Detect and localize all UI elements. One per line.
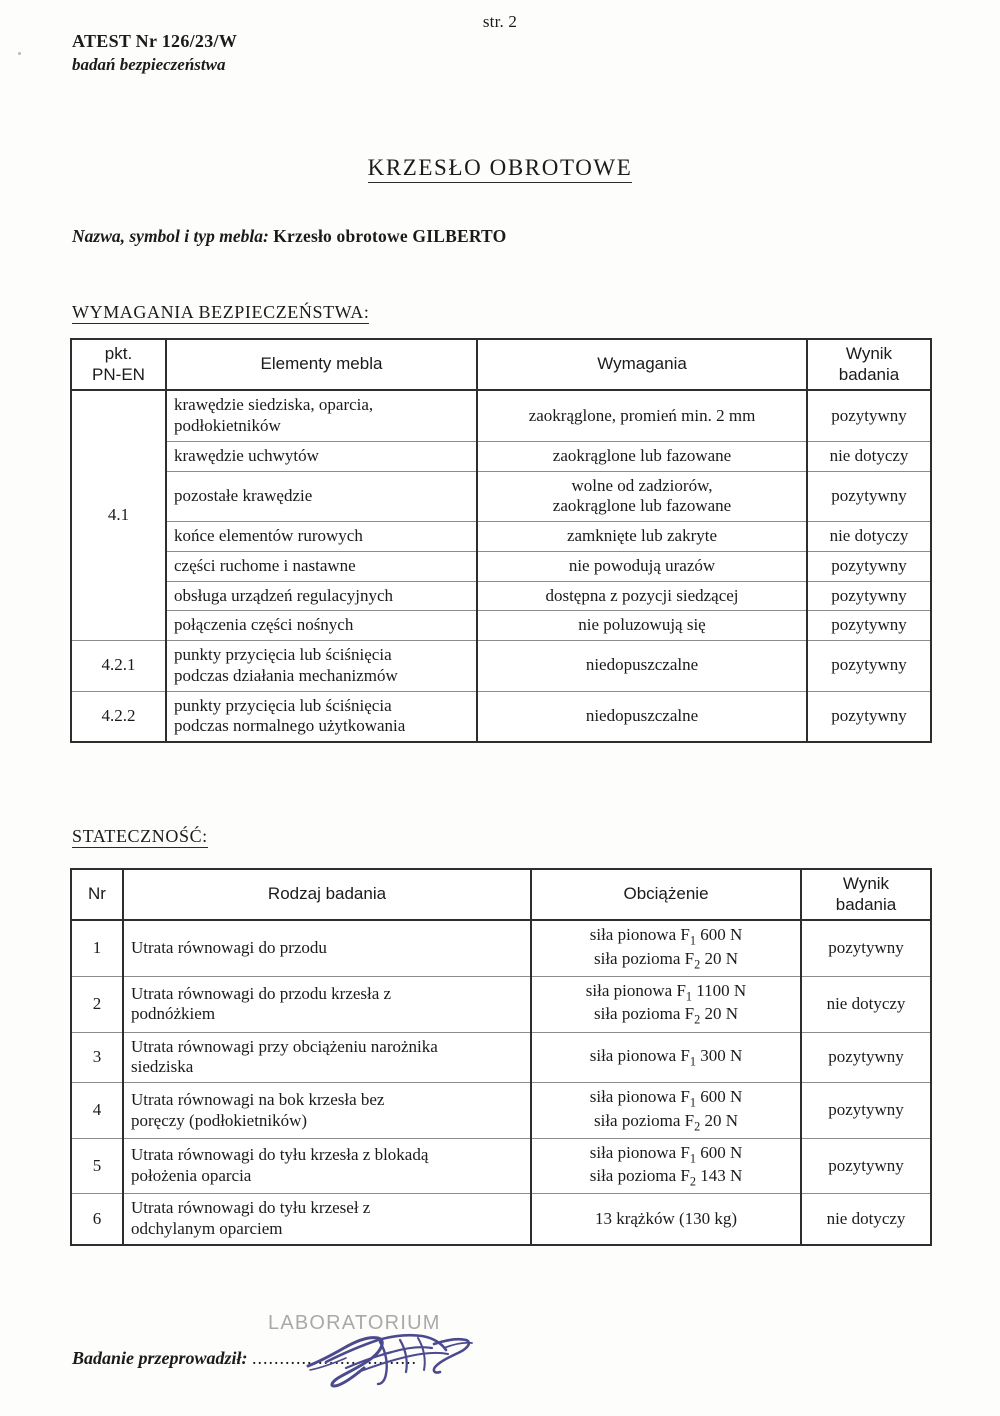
table-row — [71, 977, 931, 1033]
cell-load-line2: siła pozioma $F_2$ 20 N — [593, 1004, 738, 1027]
cell-result: pozytywny — [801, 920, 931, 976]
table-row — [71, 1032, 931, 1082]
cell-load-line2: siła pozioma $F_2$ 20 N — [593, 1110, 738, 1133]
cell-requirement-line2: zaokrąglone lub fazowane — [552, 496, 732, 516]
scan-artifact-dot — [18, 52, 21, 55]
cell-element-line2: podczas działania mechanizmów — [174, 665, 398, 685]
document-header — [72, 30, 237, 76]
column-header-requirements: Wymagania — [477, 339, 807, 390]
cell-result: pozytywny — [807, 691, 931, 742]
page-title-text: KRZESŁO OBROTOWE — [368, 155, 633, 183]
section-title-safety-requirements — [72, 302, 369, 323]
cell-test-type: Utrata równowagi do przodu — [123, 920, 531, 976]
cell-load: 13 krążków (130 kg) — [531, 1194, 801, 1245]
cell-load — [531, 1083, 801, 1139]
cell-requirement: zaokrąglone, promień min. 2 mm — [477, 390, 807, 441]
cell-nr: 6 — [71, 1194, 123, 1245]
certificate-number: ATEST Nr 126/23/W — [72, 31, 238, 51]
cell-test-type-line1: Utrata równowagi do przodu krzesła z — [131, 983, 392, 1003]
table-row — [71, 522, 931, 552]
cell-requirement: niedopuszczalne — [477, 691, 807, 742]
signature-dots: .............................. — [252, 1348, 418, 1368]
table-row — [71, 390, 931, 441]
page-number: str. 2 — [482, 12, 518, 31]
cell-requirement: nie poluzowują się — [477, 611, 807, 641]
safety-requirements-table — [70, 338, 932, 743]
cell-element: krawędzie siedziska, oparcia, podłokietników — [166, 390, 477, 441]
furniture-name-label: Nazwa, symbol i typ mebla: — [72, 226, 269, 246]
cell-element: krawędzie uchwytów — [166, 441, 477, 471]
section-title-stability-text: STATECZNOŚĆ: — [72, 826, 208, 846]
cell-element: pozostałe krawędzie — [166, 471, 477, 521]
table-row — [71, 581, 931, 611]
cell-load-line1: siła pionowa $F_1$ 600 N — [589, 1142, 743, 1166]
cell-requirement: nie powodują urazów — [477, 551, 807, 581]
column-header-result-line2: badania — [835, 894, 897, 914]
column-header-pkt-line1: pkt. — [104, 344, 133, 363]
table-header-row — [71, 339, 931, 390]
cell-pkt: 4.1 — [71, 390, 166, 640]
cell-test-type — [123, 1032, 531, 1082]
table-row — [71, 691, 931, 742]
cell-result: pozytywny — [807, 471, 931, 521]
cell-test-type-line1: Utrata równowagi do tyłu krzesła z blokadą — [131, 1145, 429, 1165]
cell-test-type-line2: odchylanym oparciem — [131, 1219, 283, 1239]
cell-load-line1: siła pionowa $F_1$ 1100 N — [585, 981, 747, 1004]
cell-test-type-line1: Utrata równowagi przy obciążeniu narożnika — [131, 1036, 438, 1056]
cell-element — [166, 691, 477, 742]
table-row — [71, 1194, 931, 1245]
cell-element — [166, 641, 477, 691]
cell-load — [531, 920, 801, 976]
table-row — [71, 551, 931, 581]
cell-test-type — [123, 1194, 531, 1245]
cell-element-line1: punkty przycięcia lub ściśnięcia — [174, 695, 392, 715]
cell-test-type-line1: Utrata równowagi na bok krzesła bez — [131, 1089, 385, 1109]
cell-load — [531, 1032, 801, 1082]
cell-result: pozytywny — [807, 581, 931, 611]
cell-load-line1: siła pionowa $F_1$ 600 N — [589, 925, 743, 948]
cell-nr: 1 — [71, 920, 123, 976]
stability-table — [70, 868, 932, 1246]
table-row — [71, 611, 931, 641]
cell-result: pozytywny — [807, 551, 931, 581]
column-header-result — [807, 339, 931, 390]
column-header-result — [801, 869, 931, 920]
cell-result: pozytywny — [807, 611, 931, 641]
cell-test-type-line2: siedziska — [131, 1057, 194, 1077]
cell-element: części ruchome i nastawne — [166, 551, 477, 581]
cell-test-type — [123, 1138, 531, 1194]
cell-requirement: zaokrąglone lub fazowane — [477, 441, 807, 471]
column-header-nr: Nr — [71, 869, 123, 920]
cell-result: nie dotyczy — [801, 1194, 931, 1245]
table-row — [71, 1083, 931, 1139]
cell-requirement: zamknięte lub zakryte — [477, 522, 807, 552]
cell-result: pozytywny — [801, 1138, 931, 1194]
column-header-pkt-line2: PN-EN — [92, 364, 145, 384]
cell-element-line1: punkty przycięcia lub ściśnięcia — [174, 645, 392, 665]
cell-nr: 5 — [71, 1138, 123, 1194]
cell-test-type-line2: podnóżkiem — [131, 1004, 216, 1024]
cell-element-line2: podczas normalnego użytkowania — [174, 716, 406, 736]
table-row — [71, 920, 931, 976]
column-header-elements: Elementy mebla — [166, 339, 477, 390]
cell-nr: 3 — [71, 1032, 123, 1082]
column-header-load: Obciążenie — [531, 869, 801, 920]
furniture-name-line — [72, 226, 506, 247]
cell-nr: 4 — [71, 1083, 123, 1139]
cell-test-type — [123, 1083, 531, 1139]
column-header-test-type: Rodzaj badania — [123, 869, 531, 920]
cell-element: końce elementów rurowych — [166, 522, 477, 552]
cell-test-type-line2: poręczy (podłokietników) — [131, 1110, 308, 1130]
cell-requirement: dostępna z pozycji siedzącej — [477, 581, 807, 611]
cell-pkt: 4.2.1 — [71, 641, 166, 691]
table-header-row — [71, 869, 931, 920]
cell-load-line1: siła pionowa $F_1$ 600 N — [589, 1087, 743, 1110]
column-header-result-line1: Wynik — [842, 874, 890, 893]
table-row — [71, 641, 931, 691]
cell-load — [531, 977, 801, 1033]
signature-label: Badanie przeprowadził: — [72, 1348, 248, 1368]
cell-result: nie dotyczy — [807, 522, 931, 552]
cell-result: pozytywny — [807, 390, 931, 441]
cell-load-line2: siła pozioma $F_2$ 20 N — [593, 948, 738, 972]
cell-result: pozytywny — [807, 641, 931, 691]
cell-load — [531, 1138, 801, 1194]
column-header-pkt — [71, 339, 166, 390]
cell-load-line1: siła pionowa $F_1$ 300 N — [589, 1045, 743, 1069]
cell-element: obsługa urządzeń regulacyjnych — [166, 581, 477, 611]
signature-line — [72, 1348, 417, 1369]
cell-pkt: 4.2.2 — [71, 691, 166, 742]
cell-element: połączenia części nośnych — [166, 611, 477, 641]
table-row — [71, 1138, 931, 1194]
section-title-stability — [72, 826, 208, 847]
cell-requirement: niedopuszczalne — [477, 641, 807, 691]
cell-test-type-line2: położenia oparcia — [131, 1166, 252, 1186]
table-row — [71, 441, 931, 471]
section-title-safety-requirements-text: WYMAGANIA BEZPIECZEŃSTWA: — [72, 302, 370, 322]
cell-result: nie dotyczy — [801, 977, 931, 1033]
cell-result: pozytywny — [801, 1083, 931, 1139]
cell-test-type — [123, 977, 531, 1033]
laboratory-stamp-text: LABORATORIUM — [268, 1312, 441, 1334]
page-title — [0, 155, 1000, 181]
cell-load-line2: siła pozioma $F_2$ 143 N — [589, 1166, 743, 1189]
cell-result: nie dotyczy — [807, 441, 931, 471]
cell-nr: 2 — [71, 977, 123, 1033]
column-header-result-line2: badania — [838, 364, 900, 384]
certificate-subtitle: badań bezpieczeństwa — [72, 54, 226, 74]
column-header-result-line1: Wynik — [845, 344, 893, 363]
furniture-name-value: Krzesło obrotowe GILBERTO — [273, 226, 507, 246]
table-row — [71, 471, 931, 521]
cell-test-type-line1: Utrata równowagi do tyłu krzeseł z — [131, 1198, 371, 1218]
cell-result: pozytywny — [801, 1032, 931, 1082]
cell-requirement-line1: wolne od zadziorów, — [571, 475, 713, 495]
cell-requirement — [477, 471, 807, 521]
